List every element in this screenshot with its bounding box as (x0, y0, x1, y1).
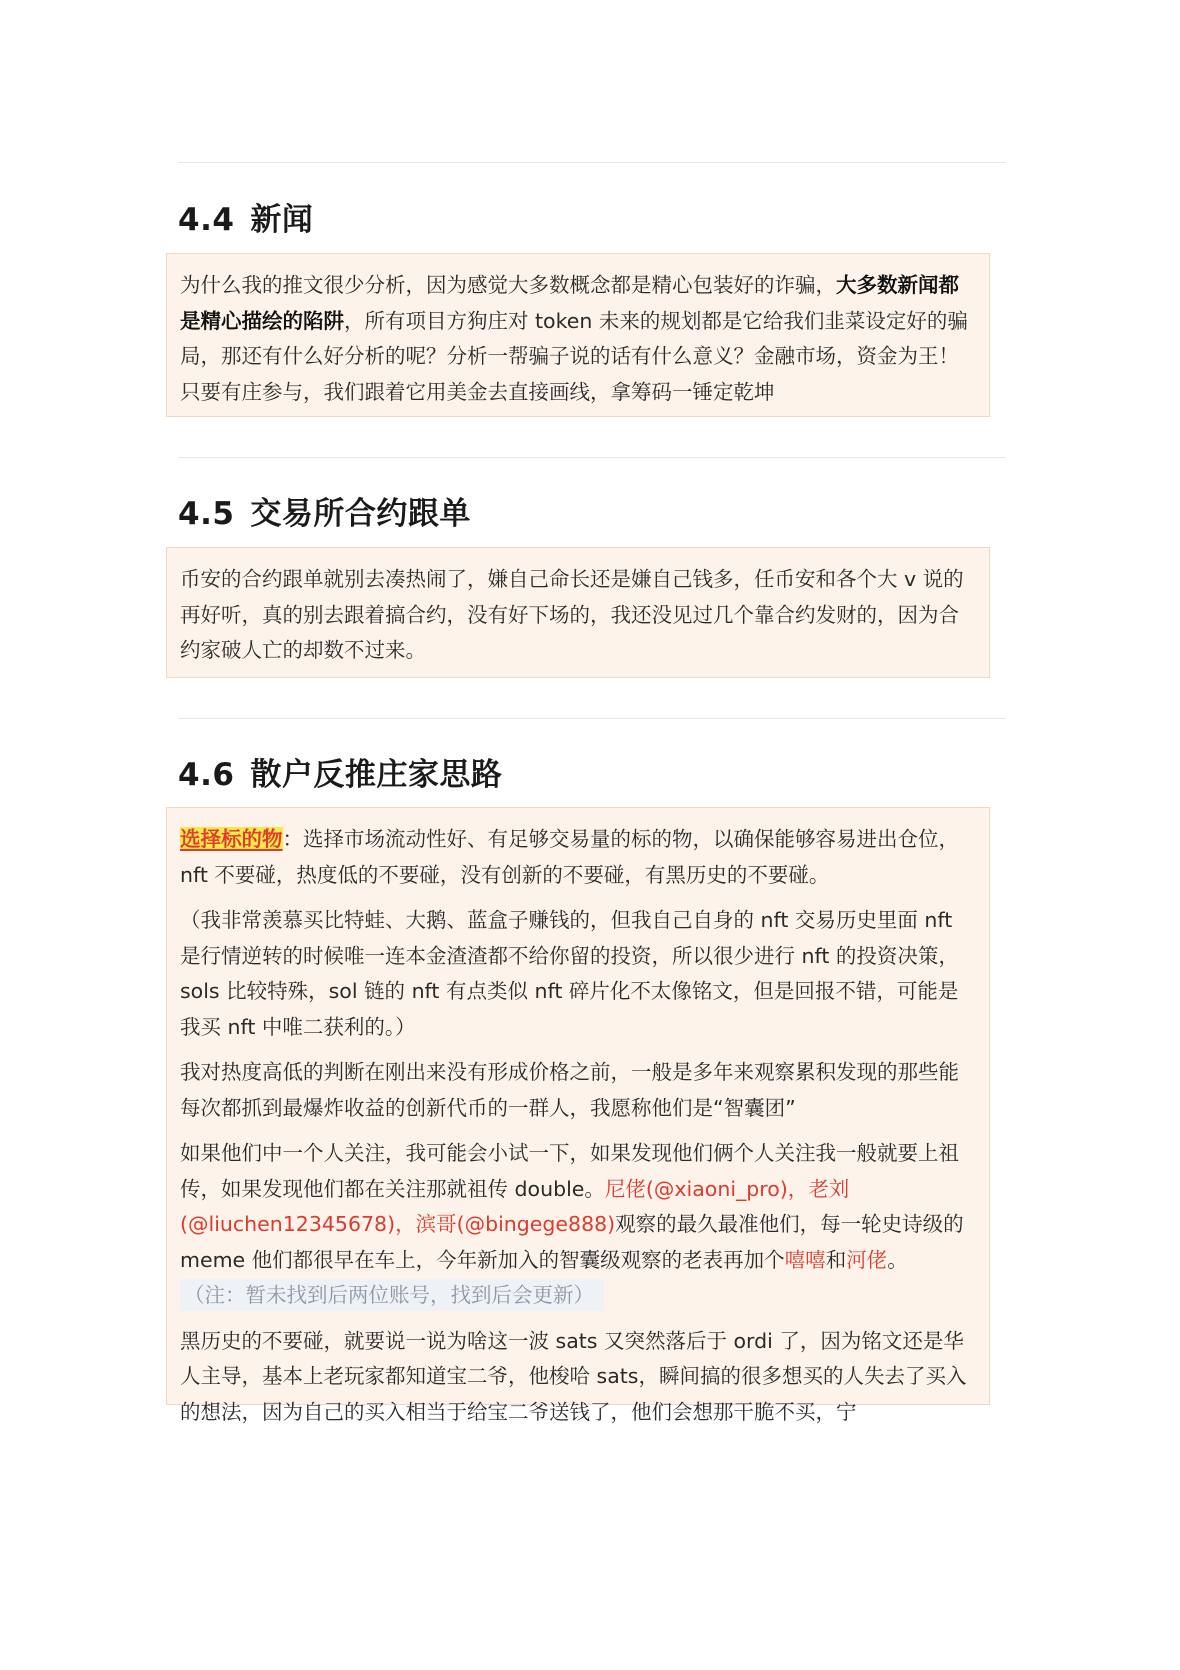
text-run: 和 (825, 1247, 847, 1272)
section-divider (178, 162, 1006, 163)
paragraph (180, 822, 975, 893)
account-mention: 尼佬(@xiaoni_pro) (604, 1176, 788, 1201)
text-run: 。 (887, 1247, 908, 1272)
callout-box-retail-strategy (166, 807, 990, 1424)
text-run: ：选择市场流动性好、有足够交易量的标的物，以确保能够容易进出仓位，nft 不要碰，热度低的不要碰，没有创新的不要碰，有黑历史的不要碰。 (180, 827, 959, 887)
highlighted-term: 选择标的物 (180, 827, 283, 851)
section-divider (178, 718, 1006, 719)
section-number: 4.4 (178, 202, 235, 238)
section-heading-4-5 (178, 488, 471, 533)
text-run: 如果他们中一个人关注，我可能会小试一下，如果发现他们俩个人关注我一般就要上祖传，如果发现他们都在关注那就祖传 double。 (180, 1141, 959, 1201)
section-title: 散户反推庄家思路 (250, 757, 503, 793)
note-callout: （注：暂未找到后两位账号，找到后会更新） (180, 1279, 604, 1311)
section-number: 4.6 (178, 757, 235, 793)
paragraph: 币安的合约跟单就别去凑热闹了，嫌自己命长还是嫌自己钱多，任币安和各个大 v 说的再好听，真的别去跟着搞合约，没有好下场的，我还没见过几个靠合约发财的，因为合约家破人亡的却数不过来。 (180, 567, 964, 662)
paragraph (180, 1136, 975, 1314)
separator: ， (395, 1212, 416, 1236)
section-heading-4-4 (178, 194, 313, 239)
text-run: ，所有项目方狗庄对 token 未来的规划都是它给我们韭菜设定好的骗局，那还有什么好分析的呢？分析一帮骗子说的话有什么意义？金融市场，资金为王！只要有庄参与，我们跟着它用美金去直接画线，拿筹码一锤定乾坤 (180, 308, 968, 404)
bold-text: 大多数新闻都是精心描绘的陷阱 (180, 273, 959, 333)
section-number: 4.5 (178, 496, 235, 532)
paragraph: （我非常羡慕买比特蛙、大鹅、蓝盒子赚钱的，但我自己自身的 nft 交易历史里面 nft 是行情逆转的时候唯一连本金渣渣都不给你留的投资，所以很少进行 nft 的投资决策，sols 比较特殊，sol 链的 nft 有点类似 nft 碎片化不太像铭文，但是回报不错，可能是我买 nft 中唯二获利的。） (180, 908, 959, 1039)
section-divider (178, 457, 1006, 458)
account-mention: 老刘(@liuchen12345678) (180, 1176, 850, 1236)
text-run: 观察的最久最准他们，每一轮史诗级的 meme 他们都很早在车上，今年新加入的智囊级观察的老表再加个 (180, 1212, 964, 1272)
section-heading-4-6 (178, 749, 502, 794)
callout-box-copy-trading (166, 547, 990, 678)
account-mention: 滨哥(@bingege888) (415, 1212, 616, 1236)
callout-box-news (166, 253, 990, 417)
section-title: 新闻 (250, 202, 314, 238)
paragraph: 我对热度高低的判断在刚出来没有形成价格之前，一般是多年来观察累积发现的那些能每次都抓到最爆炸收益的创新代币的一群人，我愿称他们是“智囊团” (180, 1060, 959, 1120)
name-mention: 河佬 (846, 1247, 888, 1272)
name-mention: 嘻嘻 (784, 1247, 826, 1272)
paragraph: 黑历史的不要碰，就要说一说为啥这一波 sats 又突然落后于 ordi 了，因为铭文还是华人主导，基本上老玩家都知道宝二爷，他梭哈 sats，瞬间搞的很多想买的人失去了买入的想法，因为自己的买入相当于给宝二爷送钱了，他们会想那干脆不买，宁 (180, 1328, 967, 1424)
section-title: 交易所合约跟单 (250, 496, 471, 532)
text-run: 为什么我的推文很少分析，因为感觉大多数概念都是精心包装好的诈骗， (180, 273, 836, 297)
separator: ， (787, 1176, 809, 1201)
paragraph (180, 268, 975, 410)
